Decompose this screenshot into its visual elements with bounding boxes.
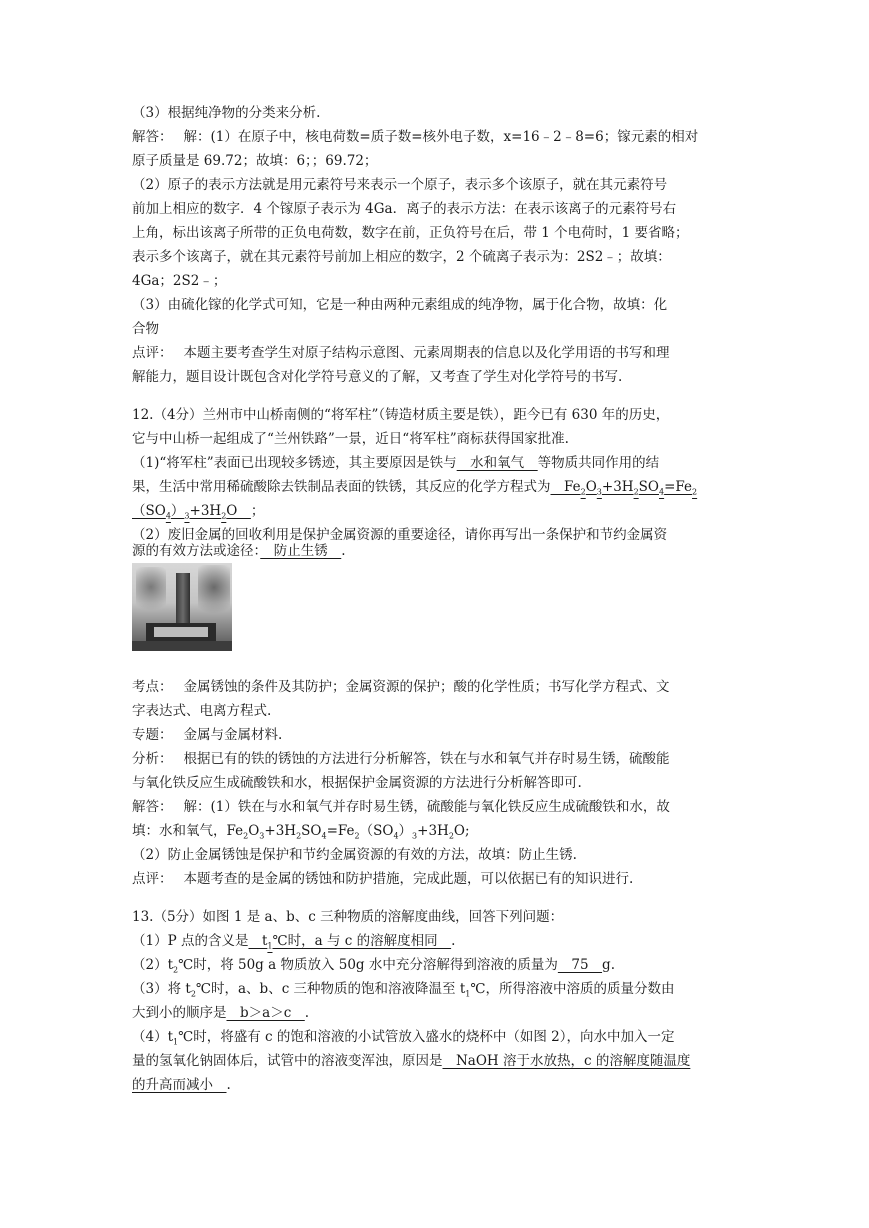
text-run: ℃时，将盛有 c 的饱和溶液的小试管放入盛水的烧杯中（如图 2），向水中加入一定 [178, 1029, 675, 1045]
text-line [132, 869, 633, 889]
answer-blank: =Fe [664, 479, 693, 495]
text-run: 考点： 金属锈蚀的条件及其防护；金属资源的保护；酸的化学性质；书写化学方程式、文 [132, 679, 670, 695]
answer-blank: 4 [165, 511, 171, 521]
text-run: =Fe [326, 823, 355, 839]
text-line [132, 477, 697, 503]
text-run: 填：水和氧气，Fe [132, 823, 244, 839]
text-run: 解能力，题目设计既包含对化学符号意义的了解，又考查了学生对化学符号的书写. [132, 369, 623, 385]
text-run: 专题： 金属与金属材料. [132, 727, 283, 743]
text-run: 2 [243, 831, 249, 841]
text-run: 合物 [132, 321, 159, 337]
text-line [132, 1075, 231, 1095]
text-run: 12.（4分）兰州市中山桥南侧的“将军柱”（铸造材质主要是铁），距今已有 630 年的历史， [132, 407, 670, 423]
answer-blank: +3H [189, 503, 222, 519]
text-line [132, 501, 264, 527]
text-run: 前加上相应的数字．4 个镓原子表示为 4Ga．离子的表示方法：在表示该离子的元素符号右 [132, 201, 677, 217]
answer-blank: 2 [692, 487, 698, 497]
text-line [132, 821, 470, 847]
text-run: 2 [448, 831, 454, 841]
text-run: 2 [296, 831, 302, 841]
text-line [132, 453, 659, 473]
answer-blank: b＞a＞c [226, 1005, 305, 1021]
answer-blank: t [248, 933, 268, 949]
text-run: （2）防止金属锈蚀是保护和节约金属资源的有效的方法，故填：防止生锈. [132, 847, 577, 863]
text-run: 4 [321, 831, 327, 841]
text-line [132, 773, 582, 793]
text-line [132, 749, 670, 769]
text-line [132, 319, 159, 339]
text-line [132, 1027, 674, 1053]
general-pillar-photo [132, 563, 232, 651]
answer-blank: 3 [184, 511, 190, 521]
text-line [132, 247, 671, 267]
text-run: O [248, 823, 260, 839]
text-run: O; [453, 823, 470, 839]
text-run: 大到小的顺序是 [132, 1005, 227, 1021]
text-run: 4Ga；2S2﹣； [132, 273, 227, 289]
text-run: 源的有效方法或途径： [132, 543, 261, 559]
answer-blank: NaOH 溶于水放热，c 的溶解度随温度 [442, 1053, 691, 1069]
answer-blank: 3 [596, 487, 602, 497]
text-run: 3 [259, 831, 265, 841]
text-run: 等物质共同作用的结 [537, 455, 660, 471]
answer-blank: 的升高而减小 [132, 1077, 227, 1093]
text-run: 3 [412, 831, 418, 841]
text-line [132, 677, 670, 697]
text-line [132, 127, 698, 147]
answer-blank: 75 [557, 957, 603, 973]
question-12-line [132, 405, 669, 425]
answer-blank: 2 [633, 487, 639, 497]
text-run: ℃，所得溶液中溶质的质量分数由 [470, 981, 675, 997]
answer-blank: Fe [550, 479, 581, 495]
text-run: （2）废旧金属的回收利用是保护金属资源的重要途径，请你再写出一条保护和节约金属资 [132, 527, 668, 543]
text-run: 分析： 根据已有的铁的锈蚀的方法进行分析解答，铁在与水和氧气并存时易生锈，硫酸能 [132, 751, 670, 767]
answer-blank: O [226, 503, 251, 519]
text-line [132, 725, 282, 745]
text-line [132, 295, 667, 315]
text-line [132, 797, 670, 817]
text-run: （3）将 t [132, 981, 191, 997]
text-run: . [341, 543, 346, 559]
text-line [132, 103, 320, 123]
answer-blank: ） [170, 503, 185, 519]
text-line [132, 223, 689, 243]
answer-blank: 防止生锈 [260, 543, 342, 559]
answer-blank: SO [638, 479, 659, 495]
text-run: 果，生活中常用稀硫酸除去铁制品表面的铁锈，其反应的化学方程式为 [132, 479, 551, 495]
text-run: （2）原子的表示方法就是用元素符号来表示一个原子，表示多个该原子，就在其元素符号 [132, 177, 668, 193]
text-run: 字表达式、电离方程式. [132, 703, 272, 719]
answer-blank: 2 [221, 511, 227, 521]
text-run: 1 [465, 989, 471, 999]
text-run: 解答： 解：(1）在原子中，核电荷数=质子数=核外电子数，x=16﹣2﹣8=6；镓元素的相对 [132, 129, 699, 145]
text-run: （3）由硫化镓的化学式可知，它是一种由两种元素组成的纯净物，属于化合物，故填：化 [132, 297, 668, 313]
text-run: （2）t [132, 957, 174, 973]
text-line [132, 845, 577, 865]
text-run: （4）t [132, 1029, 174, 1045]
text-line [132, 541, 346, 561]
text-run: g. [602, 957, 615, 973]
text-line [132, 175, 667, 195]
text-run: ； [250, 503, 265, 519]
text-run: 表示多个该离子，就在其元素符号前加上相应的数字，2 个硫离子表示为：2S2﹣；故填： [132, 249, 671, 265]
text-run: +3H [417, 823, 449, 839]
text-run: 量的氢氧化钠固体后，试管中的溶液变浑浊，原因是 [132, 1053, 443, 1069]
text-line [132, 1051, 690, 1071]
text-run: 2 [173, 965, 179, 975]
answer-blank: 水和氧气 [456, 455, 538, 471]
text-run: 4 [393, 831, 399, 841]
answer-blank: 1 [267, 941, 273, 951]
text-run: 2 [354, 831, 360, 841]
text-line [132, 367, 622, 387]
answer-blank: +3H [601, 479, 634, 495]
text-line [132, 979, 674, 1005]
text-run: 13.（5分）如图 1 是 a、b、c 三种物质的溶解度曲线，回答下列问题： [132, 909, 564, 925]
text-line [132, 1003, 309, 1023]
text-run: ） [398, 823, 413, 839]
answer-blank: 2 [580, 487, 586, 497]
text-run: 上角，标出该离子所带的正负电荷数，数字在前，正负符号在后，带 1 个电荷时，1 要省略； [132, 225, 689, 241]
text-line [132, 429, 569, 449]
text-line [132, 151, 377, 171]
text-run: . [304, 1005, 310, 1021]
text-line [132, 931, 455, 957]
text-line [132, 271, 226, 291]
text-line [132, 701, 271, 721]
text-run: 与氧化铁反应生成硫酸铁和水，根据保护金属资源的方法进行分析解答即可. [132, 775, 582, 791]
text-run: ℃时，将 50g a 物质放入 50g 水中充分溶解得到溶液的质量为 [178, 957, 558, 973]
question-13-line [132, 907, 563, 927]
text-run: 点评： 本题主要考查学生对原子结构示意图、元素周期表的信息以及化学用语的书写和理 [132, 345, 670, 361]
answer-blank: （SO [132, 503, 166, 519]
text-run: （SO [359, 823, 394, 839]
text-run: ℃时，a、b、c 三种物质的饱和溶液降温至 t [195, 981, 466, 997]
text-run: 解答： 解：(1）铁在与水和氧气并存时易生锈，硫酸能与氧化铁反应生成硫酸铁和水，故 [132, 799, 670, 815]
text-run: 原子质量是 69.72；故填：6；；69.72； [132, 153, 378, 169]
text-run: （1）P 点的含义是 [132, 933, 249, 949]
answer-blank: O [585, 479, 597, 495]
text-run: （1)“将军柱”表面已出现较多锈迹，其主要原因是铁与 [132, 455, 457, 471]
text-run: 1 [173, 1037, 179, 1047]
text-run: +3H [264, 823, 297, 839]
text-run: 2 [190, 989, 196, 999]
text-run: . [226, 1077, 231, 1093]
text-run: 它与中山桥一起组成了“兰州铁路”一景，近日“将军柱”商标获得国家批准. [132, 431, 569, 447]
text-run: . [451, 933, 456, 949]
answer-blank: ℃时，a 与 c 的溶解度相同 [272, 933, 452, 949]
answer-blank: 4 [659, 487, 665, 497]
text-run: （3）根据纯净物的分类来分析. [132, 105, 321, 121]
text-line [132, 199, 676, 219]
text-line [132, 343, 670, 363]
text-line [132, 955, 615, 981]
text-run: SO [301, 823, 322, 839]
text-run: 点评： 本题考查的是金属的锈蚀和防护措施，完成此题，可以依据已有的知识进行. [132, 871, 634, 887]
